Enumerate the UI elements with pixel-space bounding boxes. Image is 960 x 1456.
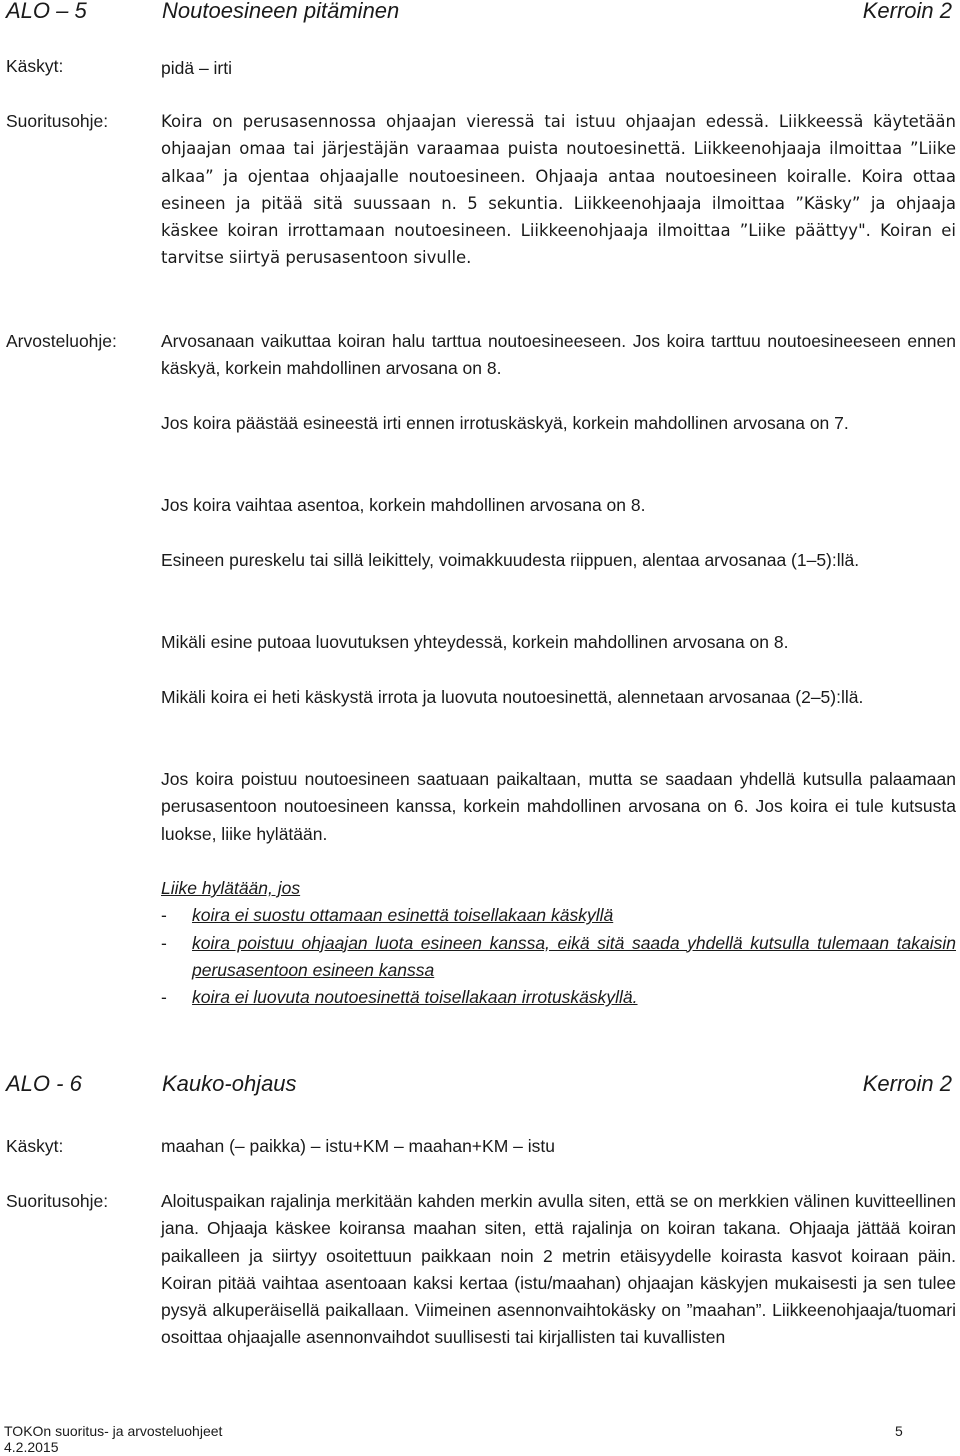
list-item-text: koira poistuu ohjaajan luota esineen kanssa, eikä sitä saada yhdellä kutsulla tulemaan takaisin perusasentoon esineen kanssa: [192, 932, 956, 980]
list-item: [161, 930, 956, 985]
grading-block: [161, 766, 956, 848]
disqualification-block: [161, 875, 956, 1011]
instructions-text: [161, 1188, 956, 1352]
commands-text: maahan (– paikka) – istu+KM – maahan+KM – istu: [161, 1136, 555, 1156]
instructions-label: Suoritusohje:: [6, 1191, 109, 1211]
grading-block: [161, 547, 956, 574]
grading-label: Arvosteluohje:: [6, 331, 117, 351]
section-title-row: [6, 1071, 952, 1101]
list-item: [161, 984, 956, 1011]
grading-paragraph: Mikäli esine putoaa luovutuksen yhteydessä, korkein mahdollinen arvosana on 8.: [161, 632, 789, 652]
grading-paragraph: Jos koira päästää esineestä irti ennen irrotuskäskyä, korkein mahdollinen arvosana on 7.: [161, 413, 849, 433]
footer-title: TOKOn suoritus- ja arvosteluohjeet: [4, 1423, 223, 1439]
exercise-name: Noutoesineen pitäminen: [162, 0, 400, 23]
list-item-text: koira ei suostu ottamaan esinettä toisellakaan käskyllä: [192, 905, 614, 926]
exercise-factor: Kerroin 2: [862, 1071, 952, 1096]
instructions-paragraph: Aloituspaikan rajalinja merkitään kahden merkin avulla siten, että se on merkkien välinen kuvitteellinen jana. Ohjaaja käskee koiransa maahan siten, että rajalinja on koiran takana. Ohjaaja jättää koiran paikalleen ja siirtyy osoitettuun paikkaan noin 2 metrin etäisyydelle koirasta kasvot koiraan päin. Koiran pitää vaihtaa asentoaan kaksi kertaa (istu/maahan) ohjaajan käskyjen mukaisesti ja sen tulee pysyä alkuperäisellä paikallaan. Viimeinen asennonvaihtokäsky on ”maahan”. Liikkeenohjaaja/tuomari osoittaa ohjaajalle asennonvaihdot suullisesti tai kirjallisten tai kuvallisten: [161, 1191, 956, 1348]
list-dash: -: [161, 905, 167, 926]
grading-block: [161, 328, 956, 383]
grading-paragraph: Jos koira poistuu noutoesineen saatuaan paikaltaan, mutta se saadaan yhdellä kutsulla palaamaan perusasentoon noutoesineen kanssa, korkein mahdollinen arvosana on 6. Jos koira ei tule kutsusta luokse, liike hylätään.: [161, 769, 956, 844]
section-title-row: [6, 0, 952, 28]
commands-label: Käskyt:: [6, 56, 64, 76]
grading-block: [161, 410, 956, 437]
footer-date: 4.2.2015: [4, 1439, 59, 1455]
commands-label: Käskyt:: [6, 1136, 64, 1156]
disqualification-list: [161, 902, 956, 1011]
grading-paragraph: Arvosanaan vaikuttaa koiran halu tarttua noutoesineeseen. Jos koira tarttuu noutoesineeseen ennen käskyä, korkein mahdollinen arvosana on 8.: [161, 331, 956, 379]
grading-block: [161, 492, 956, 519]
exercise-name: Kauko-ohjaus: [162, 1071, 297, 1096]
grading-paragraph: Jos koira vaihtaa asentoa, korkein mahdollinen arvosana on 8.: [161, 495, 646, 515]
list-dash: -: [161, 987, 167, 1008]
exercise-code: ALO – 5: [6, 0, 87, 23]
instructions-label: Suoritusohje:: [6, 111, 109, 131]
exercise-factor: Kerroin 2: [862, 0, 952, 23]
list-dash: -: [161, 932, 167, 953]
commands-text: pidä – irti: [161, 58, 233, 78]
grading-block: [161, 684, 956, 711]
instructions-text: [161, 108, 956, 272]
disqualification-heading: Liike hylätään, jos: [161, 878, 301, 898]
instructions-paragraph: Koira on perusasennossa ohjaajan vieressä tai istuu ohjaajan edessä. Liikkeessä käytetään ohjaajan omaa tai järjestäjän varaamaa puista noutoesinettä. Liikkeenohjaaja ilmoittaa ”Liike alkaa” ja ojentaa ohjaajalle noutoesineen. Ohjaaja antaa noutoesineen koiralle. Koira ottaa esineen ja pitää sitä suussaan n. 5 sekuntia. Liikkeenohjaaja ilmoittaa ”Käsky” ja ohjaaja käskee koiran irrottamaan noutoesineen. Liikkeenohjaaja ilmoittaa ”Liike päättyy". Koiran ei tarvitse siirtyä perusasentoon sivulle.: [161, 112, 956, 268]
page-number: 5: [895, 1423, 903, 1439]
grading-paragraph: Mikäli koira ei heti käskystä irrota ja luovuta noutoesinettä, alennetaan arvosanaa (2–5):llä.: [161, 687, 864, 707]
grading-paragraph: Esineen pureskelu tai sillä leikittely, voimakkuudesta riippuen, alentaa arvosanaa (1–5):llä.: [161, 550, 860, 570]
list-item: [161, 902, 956, 929]
grading-block: [161, 629, 956, 656]
list-item-text: koira ei luovuta noutoesinettä toisellakaan irrotuskäskyllä.: [192, 987, 638, 1008]
exercise-code: ALO - 6: [6, 1071, 82, 1096]
